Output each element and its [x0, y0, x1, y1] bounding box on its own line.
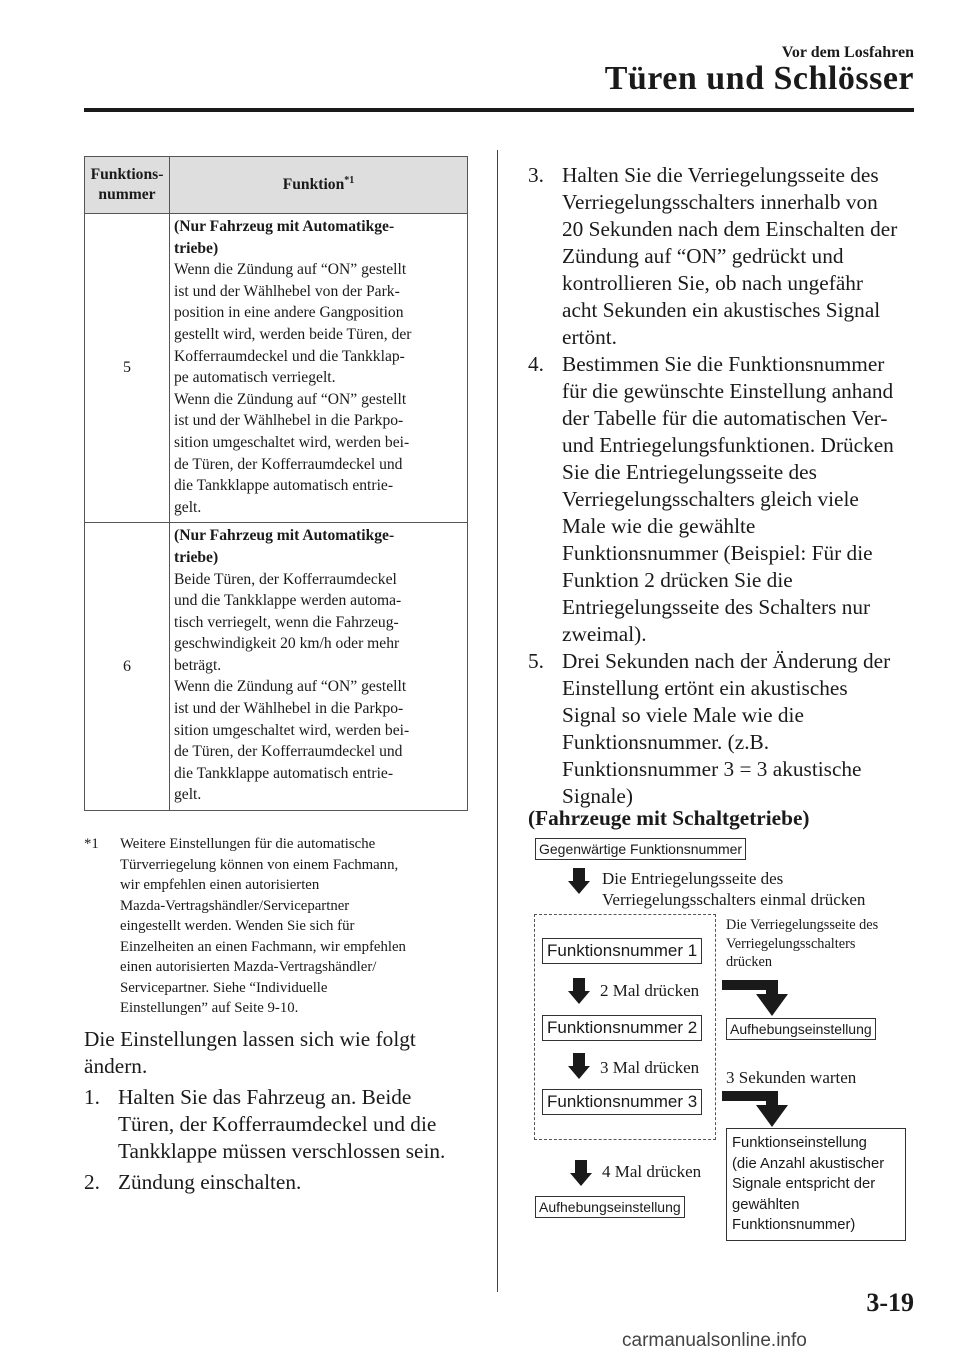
current-function-box: Gegenwärtige Funktionsnummer	[535, 838, 746, 860]
left-instructions	[84, 1026, 484, 1196]
desc-line: ist und der Wählhebel von der Park-	[174, 282, 400, 300]
step-line: Türen, der Kofferraumdeckel und die	[118, 1112, 437, 1136]
press-lock-line: Die Verriegelungsseite des	[726, 917, 879, 933]
cancel-setting-box-right: Aufhebungseinstellung	[726, 1018, 876, 1040]
desc-line: (Nur Fahrzeug mit Automatikge-	[174, 527, 395, 545]
step-1	[84, 1084, 484, 1165]
arrow-bent-down-icon	[722, 976, 802, 1016]
step-line: Entriegelungsseite des Schalters nur	[562, 595, 871, 619]
desc-line: triebe)	[174, 548, 219, 566]
desc-line: die Tankklappe automatisch entrie-	[174, 477, 394, 495]
step-line: Zündung einschalten.	[118, 1170, 302, 1194]
desc-line: sition umgeschaltet wird, werden bei-	[174, 433, 410, 451]
function-description	[170, 523, 468, 811]
step-line: Signale)	[562, 784, 633, 808]
footnote-line: Einzelheiten an einen Fachmann, wir empfehlen	[120, 938, 406, 955]
step-line: Funktionsnummer (Beispiel: Für die	[562, 541, 873, 565]
function-table	[84, 156, 468, 811]
page-number: 3-19	[866, 1288, 914, 1317]
col-header-function-label: Funktion	[282, 176, 345, 193]
footnote-body	[120, 834, 484, 1019]
press-3-label: 3 Mal drücken	[600, 1058, 700, 1077]
footnote-line: Weitere Einstellungen für die automatische	[120, 836, 376, 852]
footnote-line: Servicepartner. Siehe “Individuelle	[120, 979, 328, 996]
desc-line: Wenn die Zündung auf “ON” gestellt	[174, 390, 407, 408]
col-header-number-line: nummer	[98, 186, 156, 203]
desc-line: die Tankklappe automatisch entrie-	[174, 764, 394, 782]
press-lock-line: Verriegelungsschalters	[726, 935, 856, 952]
function-setting-result-box	[726, 1128, 906, 1241]
function-number: 5	[85, 214, 170, 523]
footnote	[84, 834, 484, 1019]
step-3	[528, 162, 918, 351]
step-line: Einstellung ertönt ein akustisches	[562, 676, 848, 700]
col-header-number	[85, 157, 170, 214]
header-rule	[84, 108, 914, 112]
footnote-line: Einstellungen” auf Seite 9-10.	[120, 1000, 299, 1016]
desc-line: Beide Türen, der Kofferraumdeckel	[174, 570, 397, 588]
desc-line: beträgt.	[174, 656, 222, 674]
col-header-function	[170, 157, 468, 214]
footnote-mark: *1	[84, 836, 99, 852]
press-lock-label	[726, 916, 878, 972]
step-line: kontrollieren Sie, ob nach ungefähr	[562, 271, 864, 295]
diagram-title: (Fahrzeuge mit Schaltgetriebe)	[528, 806, 810, 830]
step-line: ertönt.	[562, 325, 617, 349]
footnote-line: wir empfehlen einen autorisierten	[120, 877, 320, 893]
desc-line: gestellt wird, werden beide Türen, der	[174, 325, 412, 343]
result-line: gewählten	[732, 1196, 800, 1213]
desc-line: gelt.	[174, 786, 202, 804]
result-line: (die Anzahl akustischer	[732, 1155, 885, 1172]
step-number: 3.	[528, 163, 544, 187]
step-number: 5.	[528, 649, 544, 673]
step-line: Sie die Entriegelungsseite des	[562, 460, 817, 484]
step-2	[84, 1169, 484, 1196]
step-line: Bestimmen Sie die Funktionsnummer	[562, 352, 885, 376]
step-number: 2.	[84, 1170, 100, 1194]
page-title: Türen und Schlösser	[604, 60, 914, 97]
step-line: zweimal).	[562, 622, 647, 646]
desc-line: (Nur Fahrzeug mit Automatikge-	[174, 218, 395, 235]
step-line: acht Sekunden ein akustisches Signal	[562, 298, 881, 322]
step-line: Drei Sekunden nach der Änderung der	[562, 649, 891, 673]
function-number-2-box: Funktionsnummer 2	[542, 1015, 702, 1041]
cancel-setting-box-bottom: Aufhebungseinstellung	[535, 1196, 685, 1218]
desc-line: ist und der Wählhebel in die Parkpo-	[174, 412, 404, 430]
desc-line: position in eine andere Gangposition	[174, 304, 404, 322]
table-row	[85, 214, 468, 523]
step-line: und Entriegelungsfunktionen. Drücken	[562, 433, 894, 457]
desc-line: pe automatisch verriegelt.	[174, 369, 336, 387]
desc-line: Kofferraumdeckel und die Tankklap-	[174, 347, 405, 365]
step-line: Signal so viele Male wie die	[562, 703, 804, 727]
desc-line: de Türen, der Kofferraumdeckel und	[174, 743, 403, 761]
desc-line: gelt.	[174, 498, 202, 516]
column-divider	[497, 150, 498, 1292]
step-line: Tankklappe müssen verschlossen sein.	[118, 1139, 446, 1163]
step-line: Halten Sie das Fahrzeug an. Beide	[118, 1085, 412, 1109]
step-line: Verriegelungsschalters gleich viele	[562, 487, 859, 511]
arrow-down-icon	[568, 868, 590, 894]
press-once-line: Verriegelungsschalters einmal drücken	[602, 890, 866, 909]
result-line: Funktionsnummer)	[732, 1217, 856, 1233]
function-number: 6	[85, 523, 170, 811]
desc-line: triebe)	[174, 239, 219, 257]
result-line: Signale entspricht der	[732, 1176, 876, 1192]
wait-label: 3 Sekunden warten	[726, 1068, 857, 1087]
step-5	[528, 648, 918, 810]
desc-line: tisch verriegelt, wenn die Fahrzeug-	[174, 613, 399, 631]
intro-line: ändern.	[84, 1054, 148, 1078]
step-line: Male wie die gewählte	[562, 514, 756, 538]
desc-line: de Türen, der Kofferraumdeckel und	[174, 455, 403, 473]
step-line: Funktionsnummer 3 = 3 akustische	[562, 757, 862, 781]
step-line: der Tabelle für die automatischen Ver-	[562, 406, 888, 430]
function-number-3-box: Funktionsnummer 3	[542, 1089, 702, 1115]
arrow-down-icon	[568, 1053, 590, 1079]
section-label: Vor dem Losfahren	[781, 44, 914, 61]
desc-line: sition umgeschaltet wird, werden bei-	[174, 721, 410, 739]
footnote-ref: *1	[344, 174, 355, 186]
table-row	[85, 523, 468, 811]
desc-line: Wenn die Zündung auf “ON” gestellt	[174, 678, 407, 696]
arrow-down-icon	[568, 978, 590, 1004]
footnote-line: Türverriegelung können von einem Fachmann,	[120, 856, 399, 873]
step-4	[528, 351, 918, 648]
press-lock-line: drücken	[726, 954, 773, 970]
step-number: 4.	[528, 352, 544, 376]
function-description	[170, 214, 468, 523]
table-header-row	[85, 157, 468, 214]
right-instructions	[528, 162, 918, 810]
step-line: Zündung auf “ON” gedrückt und	[562, 244, 844, 268]
watermark: carmanualsonline.info	[622, 1330, 807, 1351]
step-line: Funktion 2 drücken Sie die	[562, 568, 793, 592]
footnote-line: einen autorisierten Mazda-Vertragshändler/	[120, 959, 377, 975]
press-4-label: 4 Mal drücken	[602, 1162, 702, 1181]
desc-line: geschwindigkeit 20 km/h oder mehr	[174, 635, 400, 653]
step-line: Verriegelungsschalters innerhalb von	[562, 190, 878, 214]
step-number: 1.	[84, 1085, 100, 1109]
result-line: Funktionseinstellung	[732, 1135, 867, 1151]
desc-line: Wenn die Zündung auf “ON” gestellt	[174, 261, 407, 279]
step-line: Funktionsnummer. (z.B.	[562, 730, 770, 754]
intro-line: Die Einstellungen lassen sich wie folgt	[84, 1027, 416, 1051]
col-header-number-line: Funktions-	[90, 166, 164, 183]
step-line: 20 Sekunden nach dem Einschalten der	[562, 217, 898, 241]
footnote-line: eingestellt werden. Wenden Sie sich für	[120, 918, 355, 934]
press-2-label: 2 Mal drücken	[600, 981, 700, 1000]
arrow-down-icon	[570, 1160, 592, 1186]
press-once-label	[602, 868, 865, 910]
arrow-bent-down-icon	[722, 1087, 802, 1127]
desc-line: und die Tankklappe werden automa-	[174, 592, 402, 610]
press-once-line: Die Entriegelungsseite des	[602, 869, 784, 888]
desc-line: ist und der Wählhebel in die Parkpo-	[174, 700, 404, 718]
function-number-1-box: Funktionsnummer 1	[542, 938, 702, 964]
footnote-line: Mazda-Vertragshändler/Servicepartner	[120, 897, 350, 914]
step-line: Halten Sie die Verriegelungsseite des	[562, 163, 879, 187]
step-line: für die gewünschte Einstellung anhand	[562, 379, 894, 403]
